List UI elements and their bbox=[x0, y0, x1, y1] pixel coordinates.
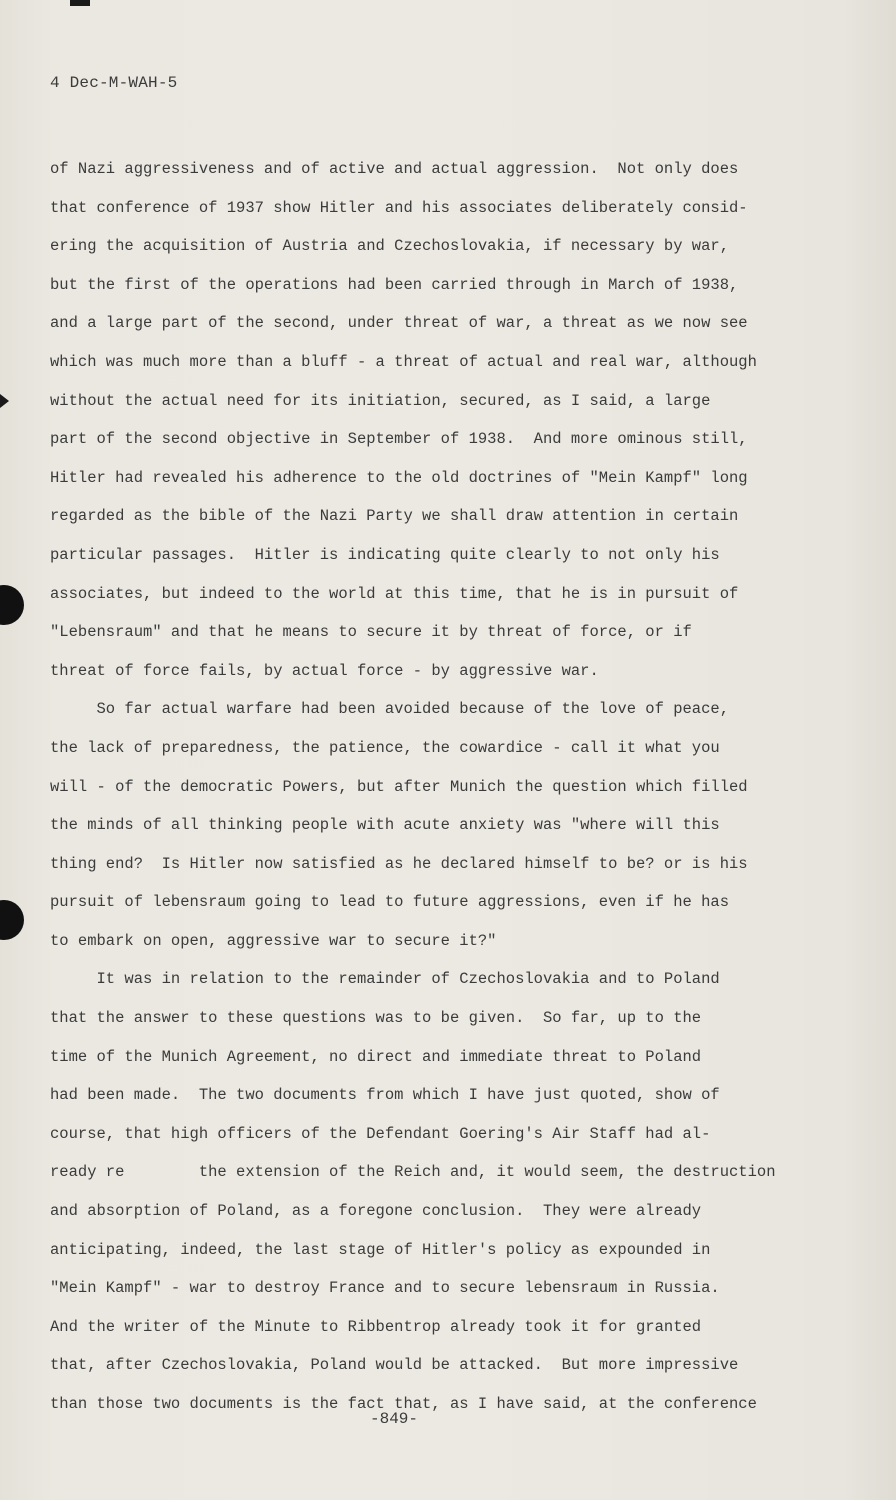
text-line: "Lebensraum" and that he means to secure it by threat of force, or if bbox=[50, 623, 692, 642]
text-line: associates, but indeed to the world at this time, that he is in pursuit of bbox=[50, 584, 739, 603]
text-line: anticipating, indeed, the last stage of Hitler's policy as expounded in bbox=[50, 1240, 711, 1259]
text-line: course, that high officers of the Defendant Goering's Air Staff had al- bbox=[50, 1124, 711, 1143]
text-line: regarded as the bible of the Nazi Party we shall draw attention in certain bbox=[50, 507, 739, 526]
punch-hole-upper bbox=[0, 585, 24, 625]
text-line: the minds of all thinking people with acute anxiety was "where will this bbox=[50, 816, 720, 835]
text-line: that the answer to these questions was to be given. So far, up to the bbox=[50, 1009, 702, 1028]
margin-arrow-mark bbox=[0, 394, 9, 408]
text-line: time of the Munich Agreement, no direct and immediate threat to Poland bbox=[50, 1047, 702, 1066]
text-line: And the writer of the Minute to Ribbentrop already took it for granted bbox=[50, 1317, 702, 1336]
text-line: part of the second objective in September of 1938. And more ominous still, bbox=[50, 430, 748, 449]
text-line: and a large part of the second, under threat of war, a threat as we now see bbox=[50, 314, 748, 333]
text-line: thing end? Is Hitler now satisfied as he declared himself to be? or is his bbox=[50, 854, 748, 873]
text-line: to embark on open, aggressive war to secure it?" bbox=[50, 931, 497, 950]
text-line: of Nazi aggressiveness and of active and actual aggression. Not only does bbox=[50, 160, 739, 178]
document-id: 4 Dec-M-WAH-5 bbox=[50, 74, 178, 92]
text-line: had been made. The two documents from which I have just quoted, show of bbox=[50, 1086, 720, 1105]
text-line: which was much more than a bluff - a threat of actual and real war, although bbox=[50, 352, 757, 371]
punch-hole-lower bbox=[0, 900, 24, 940]
text-line: threat of force fails, by actual force - by aggressive war. bbox=[50, 661, 599, 680]
text-line: "Mein Kampf" - war to destroy France and to secure lebensraum in Russia. bbox=[50, 1279, 720, 1298]
body-text bbox=[50, 150, 810, 1424]
text-line: than those two documents is the fact that, as I have said, at the conference bbox=[50, 1395, 757, 1413]
text-line: So far actual warfare had been avoided because of the love of peace, bbox=[50, 700, 730, 719]
text-line: ering the acquisition of Austria and Czechoslovakia, if necessary by war, bbox=[50, 237, 730, 256]
text-line: and absorption of Poland, as a foregone conclusion. They were already bbox=[50, 1202, 702, 1221]
top-edge-mark bbox=[70, 0, 90, 6]
text-line: the lack of preparedness, the patience, the cowardice - call it what you bbox=[50, 738, 720, 757]
text-line: without the actual need for its initiation, secured, as I said, a large bbox=[50, 391, 711, 410]
page-number: -849- bbox=[370, 1410, 419, 1428]
text-line: Hitler had revealed his adherence to the old doctrines of "Mein Kampf" long bbox=[50, 468, 748, 487]
text-line: pursuit of lebensraum going to lead to future aggressions, even if he has bbox=[50, 893, 730, 912]
text-line: but the first of the operations had been carried through in March of 1938, bbox=[50, 275, 739, 294]
text-line: will - of the democratic Powers, but after Munich the question which filled bbox=[50, 777, 748, 796]
text-line: that, after Czechoslovakia, Poland would be attacked. But more impressive bbox=[50, 1356, 739, 1375]
text-line: that conference of 1937 show Hitler and his associates deliberately consid- bbox=[50, 198, 748, 217]
text-line: It was in relation to the remainder of Czechoslovakia and to Poland bbox=[50, 970, 720, 989]
text-line: ready re the extension of the Reich and, it would seem, the destruction bbox=[50, 1163, 776, 1182]
text-line: particular passages. Hitler is indicating quite clearly to not only his bbox=[50, 545, 720, 564]
